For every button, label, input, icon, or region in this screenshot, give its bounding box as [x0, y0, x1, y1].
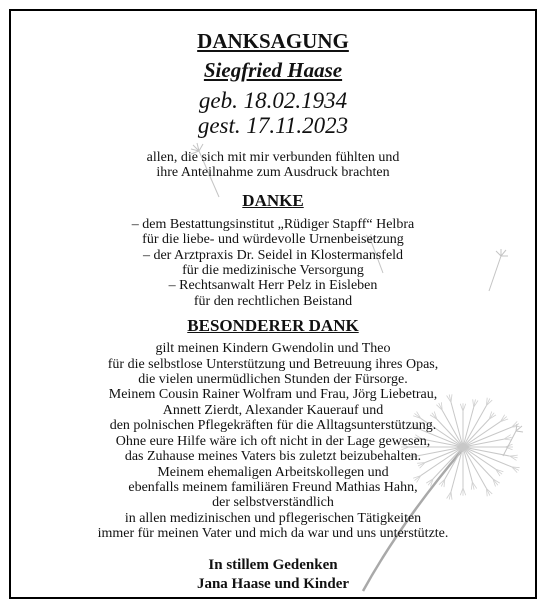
- dank-line: ebenfalls meinem familiären Freund Mathias Hahn,: [128, 479, 418, 495]
- danke-line: für die liebe- und würdevolle Urnenbeisetzung: [142, 232, 404, 248]
- danke-line: – dem Bestattungsinstitut „Rüdiger Stapff“ Helbra: [131, 216, 415, 232]
- closing-signature: Jana Haase und Kinder: [196, 575, 350, 592]
- closing-gedenken: In stillem Gedenken: [208, 556, 338, 573]
- dank-line: Meinem ehemaligen Arbeitskollegen und: [157, 464, 389, 480]
- dank-line: den polnischen Pflegekräften für die Alltagsunterstützung.: [109, 418, 437, 434]
- besonderer-dank-heading: BESONDERER DANK: [187, 316, 359, 336]
- danke-list: [11, 217, 535, 309]
- dank-line: die vielen unermüdlichen Stunden der Fürsorge.: [138, 372, 408, 388]
- dank-line: in allen medizinischen und pflegerischen Tätigkeiten: [124, 510, 422, 526]
- intro-line: ihre Anteilnahme zum Ausdruck brachten: [156, 165, 390, 181]
- intro-line: allen, die sich mit mir verbunden fühlten und: [146, 150, 400, 165]
- danke-heading: DANKE: [242, 190, 304, 210]
- dank-line: Ohne eure Hilfe wäre ich oft nicht in der Lage gewesen,: [115, 433, 431, 449]
- dank-line: immer für meinen Vater und mich da war und uns unterstützte.: [97, 526, 449, 542]
- danke-line: für die medizinische Versorgung: [182, 263, 364, 279]
- dank-line: für die selbstlose Unterstützung und Betreuung ihres Opas,: [107, 356, 439, 372]
- dank-line: Meinem Cousin Rainer Wolfram und Frau, Jörg Liebetrau,: [108, 387, 438, 403]
- deceased-name: Siegfried Haase: [203, 58, 343, 82]
- birth-date: geb. 18.02.1934: [198, 88, 348, 113]
- notice-heading: DANKSAGUNG: [197, 29, 349, 53]
- dank-line: das Zuhause meines Vaters bis zuletzt beizubehalten.: [124, 449, 422, 465]
- danke-line: – Rechtsanwalt Herr Pelz in Eisleben: [168, 278, 378, 294]
- intro-text: [11, 150, 535, 181]
- besonderer-dank-text: [11, 341, 535, 541]
- dank-line: gilt meinen Kindern Gwendolin und Theo: [155, 341, 391, 357]
- death-date: gest. 17.11.2023: [197, 113, 349, 138]
- death-notice-card: [9, 9, 537, 599]
- dank-line: der selbstverständlich: [212, 495, 334, 511]
- danke-line: – der Arztpraxis Dr. Seidel in Klostermansfeld: [142, 247, 404, 263]
- danke-line: für den rechtlichen Beistand: [193, 293, 353, 309]
- dank-line: Annett Zierdt, Alexander Kauerauf und: [162, 402, 384, 418]
